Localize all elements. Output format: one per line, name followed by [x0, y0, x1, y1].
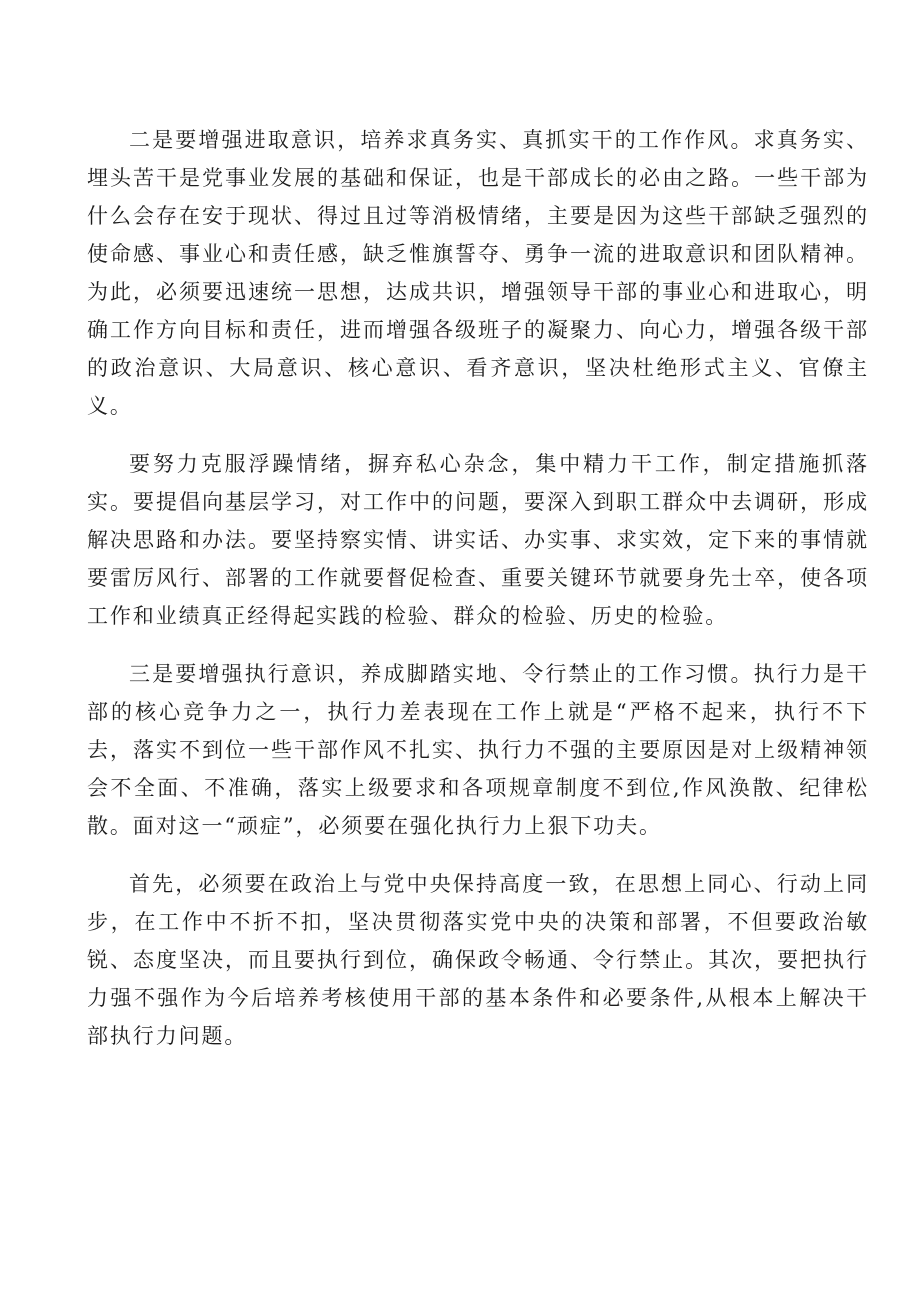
- document-body: [87, 121, 869, 1075]
- paragraph-2: 要努力克服浮躁情绪，摒弃私心杂念，集中精力干工作，制定措施抓落实。要提倡向基层学习，对工作中的问题，要深入到职工群众中去调研，形成解决思路和办法。要坚持察实情、讲实话、办实事、求实效，定下来的事情就要雷厉风行、部署的工作就要督促检查、重要关键环节就要身先士卒，使各项工作和业绩真正经得起实践的检验、群众的检验、历史的检验。: [87, 452, 869, 628]
- paragraph-4: 首先，必须要在政治上与党中央保持高度一致，在思想上同心、行动上同步，在工作中不折不扣，坚决贯彻落实党中央的决策和部署，不但要政治敏锐、态度坚决，而且要执行到位，确保政令畅通、令行禁止。其次，要把执行力强不强作为今后培养考核使用干部的基本条件和必要条件,从根本上解决干部执行力问题。: [87, 872, 869, 1048]
- paragraph-3: 三是要增强执行意识，养成脚踏实地、令行禁止的工作习惯。执行力是干部的核心竞争力之一，执行力差表现在工作上就是“严格不起来，执行不下去，落实不到位一些干部作风不扎实、执行力不强的主要原因是对上级精神领会不全面、不准确，落实上级要求和各项规章制度不到位,作风涣散、纪律松散。面对这一“顽症”，必须要在强化执行力上狠下功夫。: [87, 662, 869, 838]
- paragraph-1: 二是要增强进取意识，培养求真务实、真抓实干的工作作风。求真务实、埋头苦干是党事业发展的基础和保证，也是干部成长的必由之路。一些干部为什么会存在安于现状、得过且过等消极情绪，主要是因为这些干部缺乏强烈的使命感、事业心和责任感，缺乏惟旗誓夺、勇争一流的进取意识和团队精神。为此，必须要迅速统一思想，达成共识，增强领导干部的事业心和进取心，明确工作方向目标和责任，进而增强各级班子的凝聚力、向心力，增强各级干部的政治意识、大局意识、核心意识、看齐意识，坚决杜绝形式主义、官僚主义。: [87, 128, 869, 418]
